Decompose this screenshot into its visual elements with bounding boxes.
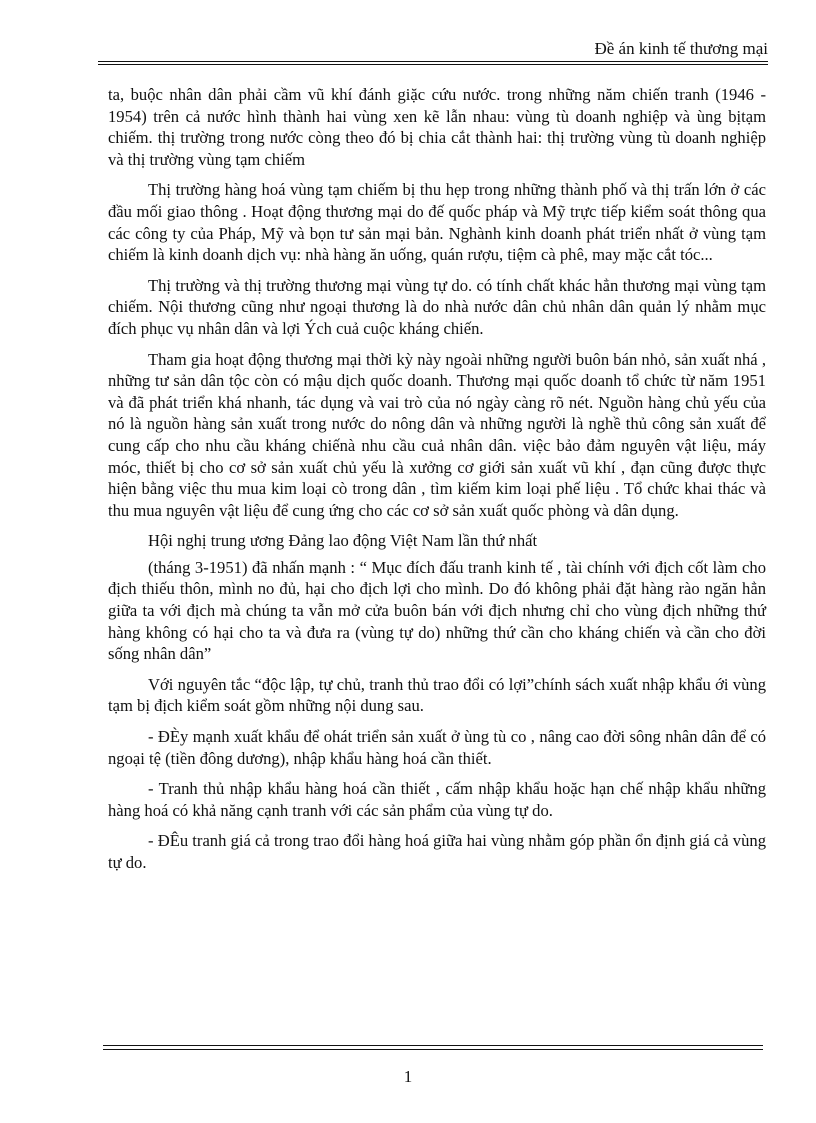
document-body xyxy=(108,84,766,883)
paragraph-1: ta, buộc nhân dân phải cầm vũ khí đánh giặc cứu nước. trong những năm chiến tranh (1946 - 1954) trên cả nước hình thành hai vùng xen kẽ lẫn nhau: vùng tù doanh nghiệp và ùng bịtạm chiếm. thị trường trong nước còng theo đó bị chia cắt thành hai: thị trường vùng tù doanh nghiệp và thị trường vùng tạm chiếm xyxy=(108,85,766,169)
bullet-item-3: - ĐÊu tranh giá cả trong trao đổi hàng hoá giữa hai vùng nhằm góp phần ổn định giá cả vùng tự do. xyxy=(108,831,766,872)
paragraph-2: Thị trường hàng hoá vùng tạm chiếm bị thu hẹp trong những thành phố và thị trấn lớn ở các đầu mối giao thông . Hoạt động thương mại do đế quốc pháp và Mỹ trực tiếp kiểm soát thông qua các công ty của Pháp, Mỹ và bọn tư sản mại bản. Nghành kinh doanh phát triển nhất ở vùng tạm chiếm là kinh doanh dịch vụ: nhà hàng ăn uống, quán rượu, tiệm cà phê, may mặc cắt tóc... xyxy=(108,180,766,265)
paragraph-5: Hội nghị trung ương Đảng lao động Việt Nam lần thứ nhất xyxy=(148,531,538,551)
footer-rule-bottom xyxy=(103,1049,763,1050)
paragraph-3: Thị trường và thị trường thương mại vùng tự do. có tính chất khác hẳn thương mại vùng tạm chiếm. Nội thương cũng như ngoại thương là do nhà nước dân chủ nhân dân quản lý nhằm mục đích phục vụ nhân dân và lợi Ých cuả cuộc kháng chiến. xyxy=(108,275,766,338)
bullet-item-2: - Tranh thủ nhập khẩu hàng hoá cần thiết , cấm nhập khẩu hoặc hạn chế nhập khẩu những hàng hoá có khả năng cạnh tranh với các sản phẩm của vùng tự do. xyxy=(108,779,766,820)
paragraph-4: Tham gia hoạt động thương mại thời kỳ này ngoài những người buôn bán nhỏ, sản xuất nhá , những tư sản dân tộc còn có mậu dịch quốc doanh. Thương mại quốc doanh tổ chức từ năm 1951 và đã phát triển khá nhanh, tác dụng và vai trò của nó ngày càng rõ nét. Nguồn hàng chủ yếu của nó là nguồn hàng sản xuất trong nước do nông dân và những người là nghề thủ công sản xuất để cung cấp cho nhu cầu kháng chiếnà nhu cầu cuả nhân dân. việc bảo đảm nguyên vật liệu, máy móc, thiết bị cho cơ sở sản xuất chủ yếu là xưởng cơ giới sản xuất vũ khí , đạn cũng được thực hiện bằng việc thu mua kim loại cò trong dân , tìm kiếm kim loại phế liệu . Tổ chức khai thác và thu mua nguyên vật liệu để cung ứng cho các cơ sở sản xuất quốc phòng và dân dụng. xyxy=(108,349,766,520)
paragraph-7: Với nguyên tắc “độc lập, tự chủ, tranh thủ trao đổi có lợi”chính sách xuất nhập khẩu ới vùng tạm bị địch kiểm soát gồm những nội dung sau. xyxy=(108,674,766,716)
paragraph-6: (tháng 3-1951) đã nhấn mạnh : “ Mục đích đấu tranh kinh tế , tài chính với địch cốt làm cho địch thiếu thôn, mình no đủ, hại cho địch lợi cho mình. Do đó không phải đặt hàng rào ngăn hẳn giữa ta với địch mà chúng ta vẫn mở cửa buôn bán với địch nhưng chỉ cho vùng địch những thứ hàng không có hại cho ta và đưa ra (vùng tự do) những thứ cần cho kháng chiến và cần cho đời sống nhân dân” xyxy=(108,557,766,664)
page-number: 1 xyxy=(403,1067,413,1086)
footer-rule-top xyxy=(103,1045,763,1046)
header-rule-bottom xyxy=(98,64,768,65)
header-rule-top xyxy=(98,61,768,62)
bullet-item-1: - ĐÈy mạnh xuất khẩu để ohát triển sản xuất ở ùng tù co , nâng cao đời sông nhân dân để có ngoại tệ (tiền đông dương), nhập khẩu hàng hoá cần thiết. xyxy=(108,727,766,768)
header-title: Đề án kinh tế thương mại xyxy=(594,39,768,58)
page-header xyxy=(98,38,768,60)
